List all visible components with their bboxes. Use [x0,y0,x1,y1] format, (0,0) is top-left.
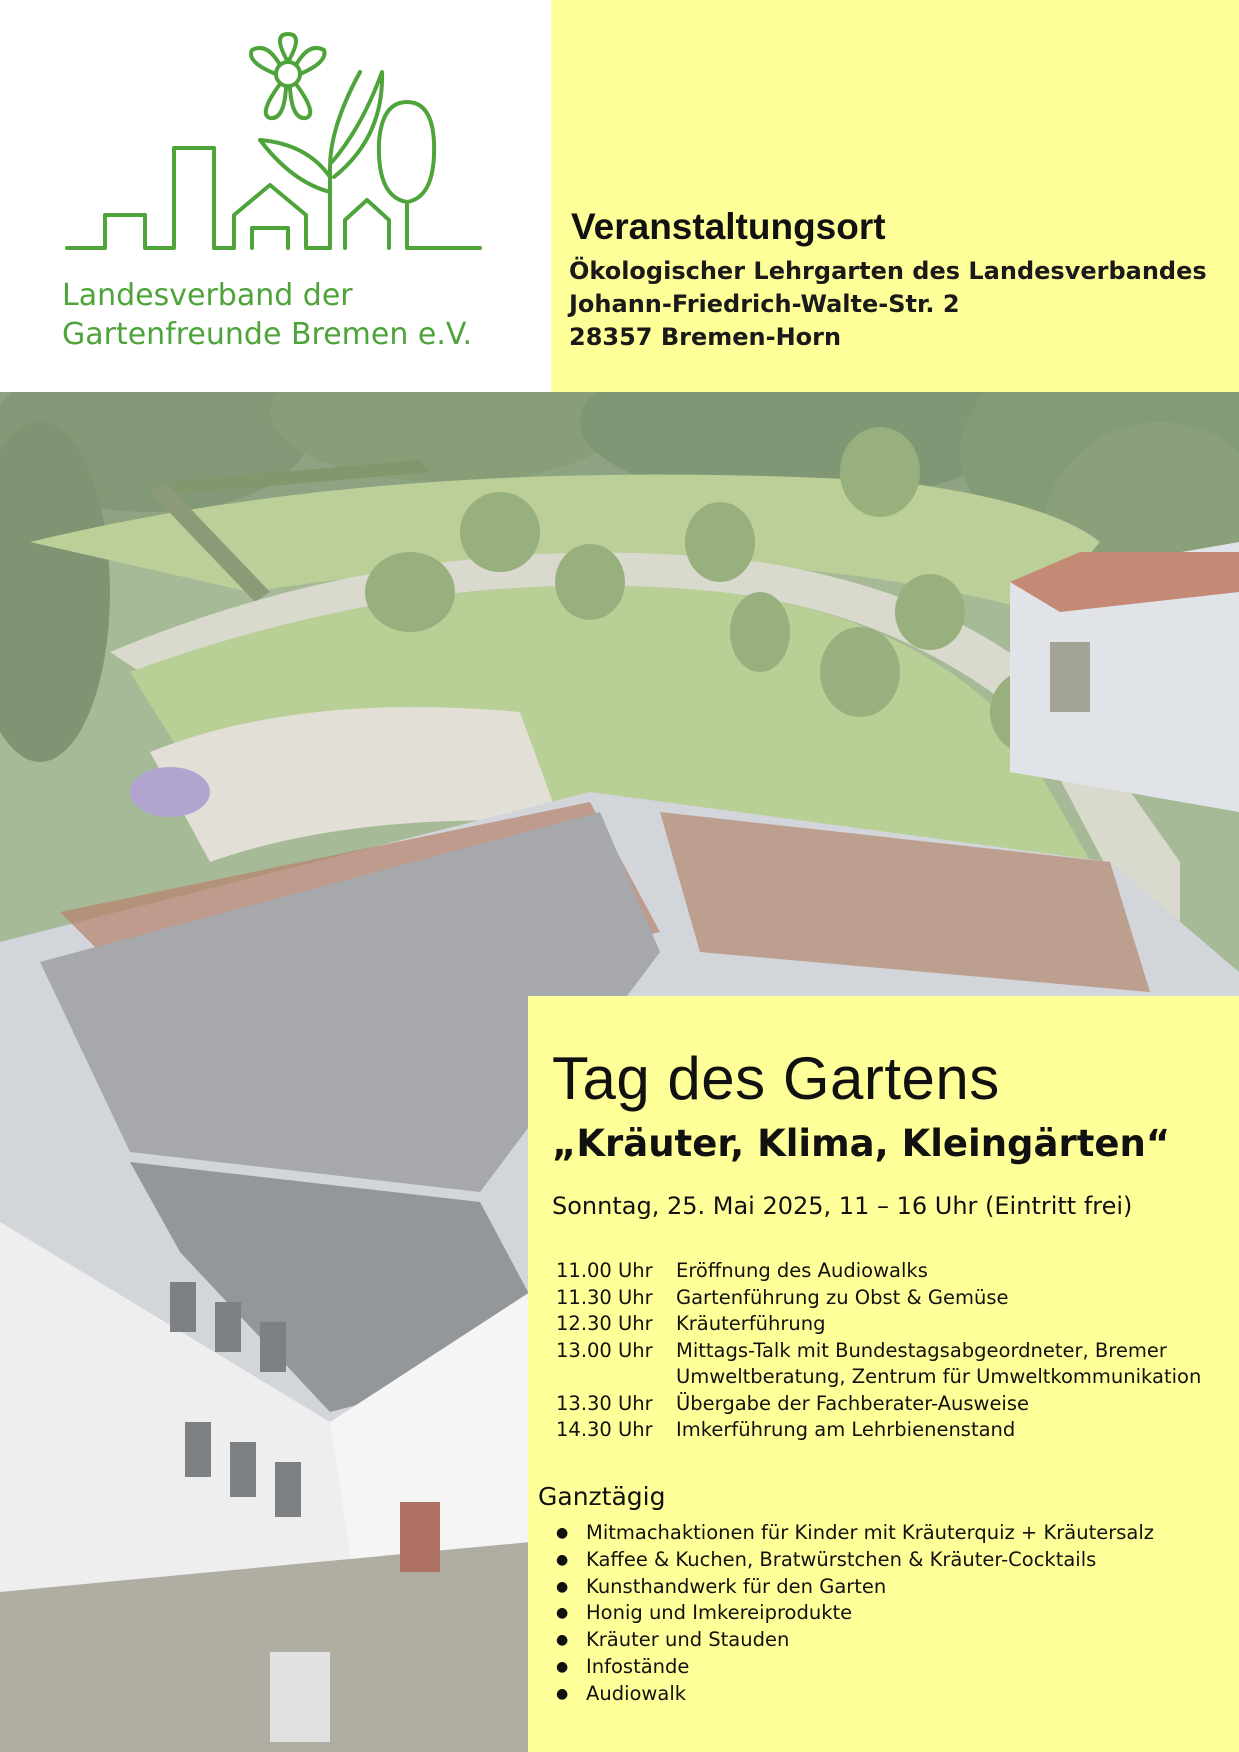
bullet-icon: ● [556,1578,569,1595]
bullet-icon: ● [556,1605,569,1622]
allday-list [556,1520,1154,1708]
venue-address [569,255,1207,354]
logo-line-2: Gartenfreunde Bremen e.V. [62,317,473,352]
schedule-text: Kräuterführung [676,1312,826,1335]
venue-line-2: Johann-Friedrich-Walte-Str. 2 [569,290,960,318]
schedule-row [556,1417,1201,1444]
list-item [556,1654,1154,1681]
schedule-text: Mittags-Talk mit Bundestagsabgeordneter, Bremer [676,1338,1167,1362]
event-subtitle: „Kräuter, Klima, Kleingärten“ [552,1122,1171,1165]
schedule-row [556,1285,1201,1312]
bullet-icon: ● [556,1658,569,1675]
venue-heading: Veranstaltungsort [571,206,886,247]
venue-line-1: Ökologischer Lehrgarten des Landesverbandes [569,257,1207,285]
schedule-text: Eröffnung des Audiowalks [676,1259,928,1282]
schedule-text: Übergabe der Fachberater-Ausweise [676,1391,1030,1415]
schedule-time: 11.00 Uhr [556,1259,653,1282]
list-item [556,1520,1154,1547]
schedule-list [556,1258,1201,1444]
event-date: Sonntag, 25. Mai 2025, 11 – 16 Uhr (Eintritt frei) [552,1192,1133,1220]
schedule-text: Gartenführung zu Obst & Gemüse [676,1285,1009,1309]
logo-line-1: Landesverband der [62,278,353,313]
list-item-text: Kunsthandwerk für den Garten [586,1574,887,1598]
venue-line-3: 28357 Bremen-Horn [569,323,842,351]
schedule-time [556,1364,676,1391]
list-item [556,1600,1154,1627]
schedule-time: 11.30 Uhr [556,1285,653,1309]
flower-city-skyline-logo-icon [62,32,482,257]
schedule-row [556,1258,1201,1285]
bullet-icon: ● [556,1551,569,1568]
venue-box [551,0,1239,392]
allday-heading: Ganztägig [538,1482,666,1511]
list-item-text: Kräuter und Stauden [586,1628,790,1652]
list-item-text: Audiowalk [586,1681,687,1705]
list-item-text: Infostände [586,1654,690,1678]
schedule-time: 13.00 Uhr [556,1338,653,1362]
bullet-icon: ● [556,1685,569,1702]
bullet-icon: ● [556,1632,569,1649]
schedule-row [556,1338,1201,1365]
list-item-text: Honig und Imkereiprodukte [586,1601,853,1625]
schedule-row [556,1311,1201,1338]
list-item [556,1681,1154,1708]
schedule-text: Imkerführung am Lehrbienenstand [676,1418,1016,1441]
schedule-time: 12.30 Uhr [556,1312,653,1335]
list-item [556,1627,1154,1654]
logo-text [62,276,472,354]
schedule-time: 13.30 Uhr [556,1391,653,1415]
bullet-icon: ● [556,1525,569,1541]
event-box [528,996,1239,1752]
list-item-text: Kaffee & Kuchen, Bratwürstchen & Kräuter-Cocktails [586,1547,1097,1571]
schedule-row [556,1364,1201,1391]
event-title: Tag des Gartens [552,1045,1000,1112]
list-item-text: Mitmachaktionen für Kinder mit Kräuterquiz + Kräutersalz [586,1521,1155,1544]
schedule-row [556,1391,1201,1418]
schedule-time: 14.30 Uhr [556,1418,653,1441]
list-item [556,1574,1154,1601]
schedule-text: Umweltberatung, Zentrum für Umweltkommunikation [676,1365,1202,1388]
logo-area [0,0,551,392]
list-item [556,1547,1154,1574]
